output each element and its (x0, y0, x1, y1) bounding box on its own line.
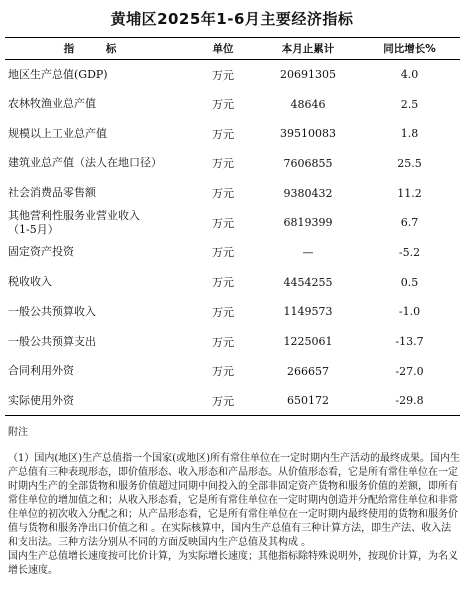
indicator-unit: 万元 (189, 386, 257, 416)
indicator-label: 建筑业总产值（法人在地口径） (8, 156, 162, 170)
indicator-value: 9380432 (283, 186, 333, 200)
table-row (5, 356, 460, 386)
indicator-unit: 万元 (212, 305, 234, 319)
indicator-name (5, 89, 189, 119)
indicator-unit: 万元 (212, 98, 234, 112)
indicator-name (5, 386, 189, 416)
notes-section (8, 426, 460, 578)
indicator-value: 650172 (257, 386, 359, 416)
indicator-value: 7606855 (283, 156, 333, 170)
header-unit: 单位 (189, 38, 257, 60)
page-title: 黄埔区2025年1-6月主要经济指标 (110, 10, 354, 28)
header-cumulative: 本月止累计 (257, 38, 359, 60)
header-growth: 同比增长% (359, 38, 460, 60)
notes-label: 附注 (8, 427, 28, 438)
indicator-name (5, 267, 189, 297)
indicator-growth: 2.5 (400, 97, 419, 111)
indicator-growth: 25.5 (397, 156, 422, 170)
table-header-row (5, 38, 460, 60)
indicator-unit: 万元 (212, 335, 234, 349)
indicator-value: 1225061 (283, 335, 333, 349)
indicator-label: 其他营利性服务业营业收入 (8, 208, 140, 222)
indicator-sublabel: （1-5月） (8, 222, 59, 236)
indicator-label: 农林牧渔业总产值 (8, 97, 96, 111)
table-row (5, 208, 460, 238)
indicator-name (5, 238, 189, 268)
header-indicator: 指 标 (5, 38, 189, 60)
indicator-unit: 万元 (212, 365, 234, 379)
indicator-growth: -27.0 (395, 364, 424, 378)
indicator-value: 1149573 (283, 305, 333, 319)
indicator-name (5, 149, 189, 179)
indicator-name (5, 60, 189, 90)
indicator-growth: -29.8 (359, 386, 460, 416)
indicator-unit: 万元 (212, 127, 234, 141)
indicator-label: 一般公共预算支出 (8, 334, 96, 348)
indicator-value: 4454255 (283, 275, 333, 289)
indicator-name (5, 297, 189, 327)
indicator-label: 税收收入 (8, 275, 52, 289)
indicator-growth: -13.7 (395, 335, 424, 349)
indicators-table (5, 37, 460, 416)
indicator-value: 6819399 (283, 216, 333, 230)
table-row (5, 386, 460, 416)
note-paragraph-2: 国内生产总值增长速度按可比价计算，为实际增长速度；其他指标除特殊说明外，按现价计算，为名义增长速度。 (8, 551, 458, 576)
table-row (5, 238, 460, 268)
indicator-unit: 万元 (212, 246, 234, 260)
indicator-name (5, 119, 189, 149)
table-row (5, 89, 460, 119)
table-row (5, 60, 460, 90)
indicator-value: — (302, 245, 314, 259)
table-row (5, 327, 460, 357)
indicator-value: 39510083 (280, 127, 336, 141)
indicator-label: 合同利用外资 (8, 364, 74, 378)
table-row (5, 119, 460, 149)
indicator-growth: 0.5 (400, 275, 419, 289)
indicator-name (5, 327, 189, 357)
indicator-name (5, 356, 189, 386)
indicator-label: 实际使用外资 (8, 393, 74, 407)
indicator-name (5, 178, 189, 208)
indicator-value: 266657 (287, 364, 329, 378)
table-row (5, 149, 460, 179)
indicator-name (5, 208, 189, 238)
indicator-unit: 万元 (212, 68, 234, 82)
note-paragraph-1: （1）国内(地区)生产总值指一个国家(或地区)所有常住单位在一定时期内生产活动的最终成果。国内生产总值有三种表现形态，即价值形态、收入形态和产品形态。从价值形态看，它是所有常住单位在一定时期内生产的全部货物和服务价值超过同期中间投入的全部非固定资产货物和服务价值的差额，即所有常住单位的增加值之和；从收入形态看，它是所有常住单位在一定时期内创造并分配给常住单位和非常住单位的初次收入分配之和；从产品形态看，它是所有常住单位在一定时期内最终使用的货物和服务价值与货物和服务净出口价值之和 。在实际核算中，国内生产总值有三种计算方法，即生产法、收入法和支出法。三种方法分别从不同的方面反映国内生产总值及其构成 。 (8, 453, 460, 548)
table-row (5, 267, 460, 297)
table-row (5, 178, 460, 208)
indicator-growth: 1.8 (400, 127, 419, 141)
indicator-label: 地区生产总值(GDP) (8, 67, 108, 81)
indicator-growth: -5.2 (398, 245, 421, 259)
indicator-label: 一般公共预算收入 (8, 304, 96, 318)
indicator-growth: -1.0 (398, 305, 421, 319)
indicator-growth: 11.2 (397, 186, 422, 200)
indicator-value: 48646 (290, 97, 326, 111)
indicator-growth: 6.7 (400, 216, 419, 230)
indicator-value: 20691305 (280, 68, 336, 82)
indicator-label: 社会消费品零售额 (8, 186, 96, 200)
indicator-label: 规模以上工业总产值 (8, 126, 107, 140)
indicator-unit: 万元 (212, 276, 234, 290)
indicator-unit: 万元 (212, 187, 234, 201)
indicator-unit: 万元 (212, 216, 234, 230)
indicator-unit: 万元 (212, 157, 234, 171)
indicator-label: 固定资产投资 (8, 245, 74, 259)
indicator-growth: 4.0 (400, 68, 419, 82)
table-row (5, 297, 460, 327)
